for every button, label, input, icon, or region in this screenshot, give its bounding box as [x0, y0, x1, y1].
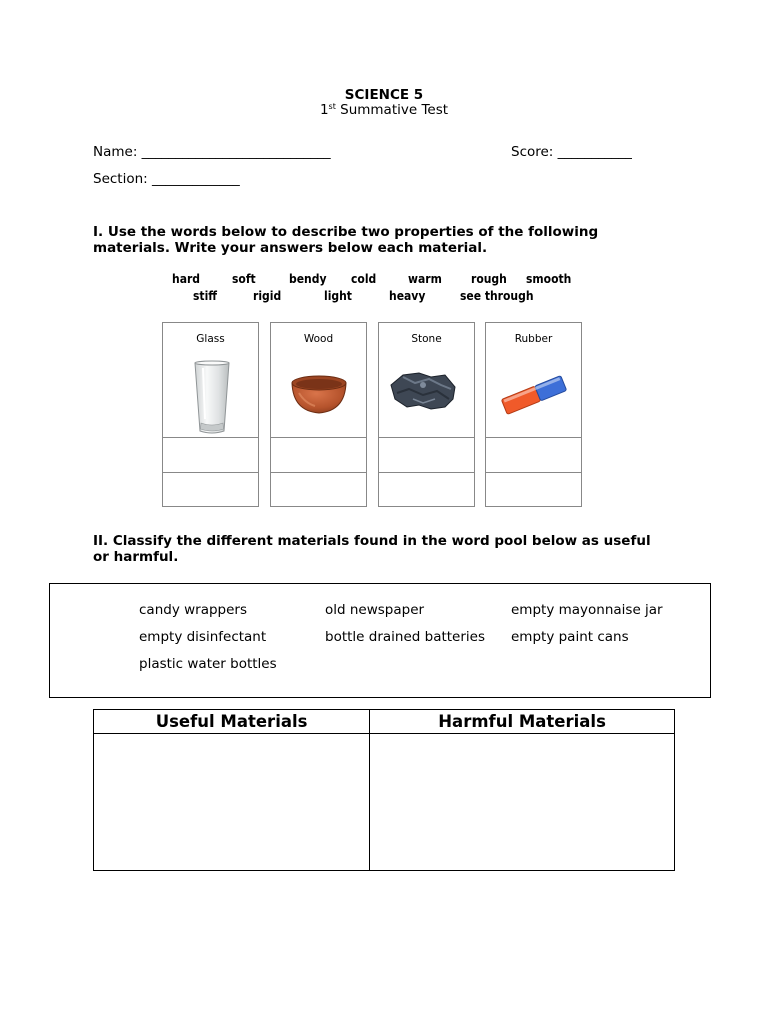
section-field[interactable]: Section: _____________	[93, 171, 240, 187]
word-item: hard	[172, 272, 201, 286]
material-card-stone	[378, 322, 475, 507]
answer-cell[interactable]	[486, 437, 581, 472]
subtitle-number: 1	[319, 102, 329, 118]
word-item: soft	[232, 272, 256, 286]
glass-icon	[163, 353, 258, 437]
pool-item: empty paint cans	[511, 629, 629, 645]
word-item: see through	[460, 289, 534, 303]
pool-item: old newspaper	[325, 602, 425, 618]
wooden-bowl-icon	[271, 353, 366, 437]
material-label: Rubber	[514, 333, 553, 345]
useful-materials-cell[interactable]	[94, 734, 370, 871]
stone-icon	[379, 353, 474, 437]
answer-cell[interactable]	[486, 472, 581, 507]
answer-cell[interactable]	[163, 437, 258, 472]
word-item: stiff	[193, 289, 218, 303]
word-item: light	[324, 289, 352, 303]
subtitle-text: Summative Test	[335, 102, 449, 118]
word-pool-box	[49, 583, 711, 698]
harmful-materials-cell[interactable]	[370, 734, 675, 871]
material-card-rubber	[485, 322, 582, 507]
material-card-glass	[162, 322, 259, 507]
word-item: warm	[408, 272, 442, 286]
score-field[interactable]: Score: ___________	[511, 144, 632, 160]
answer-cell[interactable]	[379, 472, 474, 507]
part2-instruction: II. Classify the different materials found in the word pool below as useful or harmful.	[93, 533, 651, 565]
useful-materials-header: Useful Materials	[94, 710, 370, 734]
classification-table	[93, 709, 675, 871]
word-item: rough	[471, 272, 507, 286]
word-item: bendy	[289, 272, 327, 286]
subtitle-ordinal: st	[328, 102, 336, 111]
material-label: Wood	[303, 333, 334, 345]
pool-item: empty mayonnaise jar	[511, 602, 663, 618]
answer-cell[interactable]	[271, 437, 366, 472]
material-card-wood	[270, 322, 367, 507]
page-title: SCIENCE 5	[344, 87, 424, 103]
word-item: rigid	[253, 289, 282, 303]
pool-item: empty disinfectant	[139, 629, 267, 645]
word-item: heavy	[389, 289, 426, 303]
pool-item: bottle drained batteries	[325, 629, 486, 645]
harmful-materials-header: Harmful Materials	[370, 710, 675, 734]
answer-cell[interactable]	[379, 437, 474, 472]
page-subtitle	[0, 102, 768, 118]
material-label: Glass	[196, 333, 225, 345]
pool-item: plastic water bottles	[139, 656, 277, 672]
material-label: Stone	[411, 333, 442, 345]
pool-item: candy wrappers	[139, 602, 247, 618]
word-item: cold	[351, 272, 377, 286]
word-item: smooth	[526, 272, 572, 286]
part1-instruction: I. Use the words below to describe two properties of the following materials. Write your answers below each material.	[93, 224, 599, 256]
word-bank	[150, 272, 590, 306]
name-field[interactable]: Name: ____________________________	[93, 144, 331, 160]
answer-cell[interactable]	[163, 472, 258, 507]
eraser-icon	[486, 353, 581, 437]
answer-cell[interactable]	[271, 472, 366, 507]
